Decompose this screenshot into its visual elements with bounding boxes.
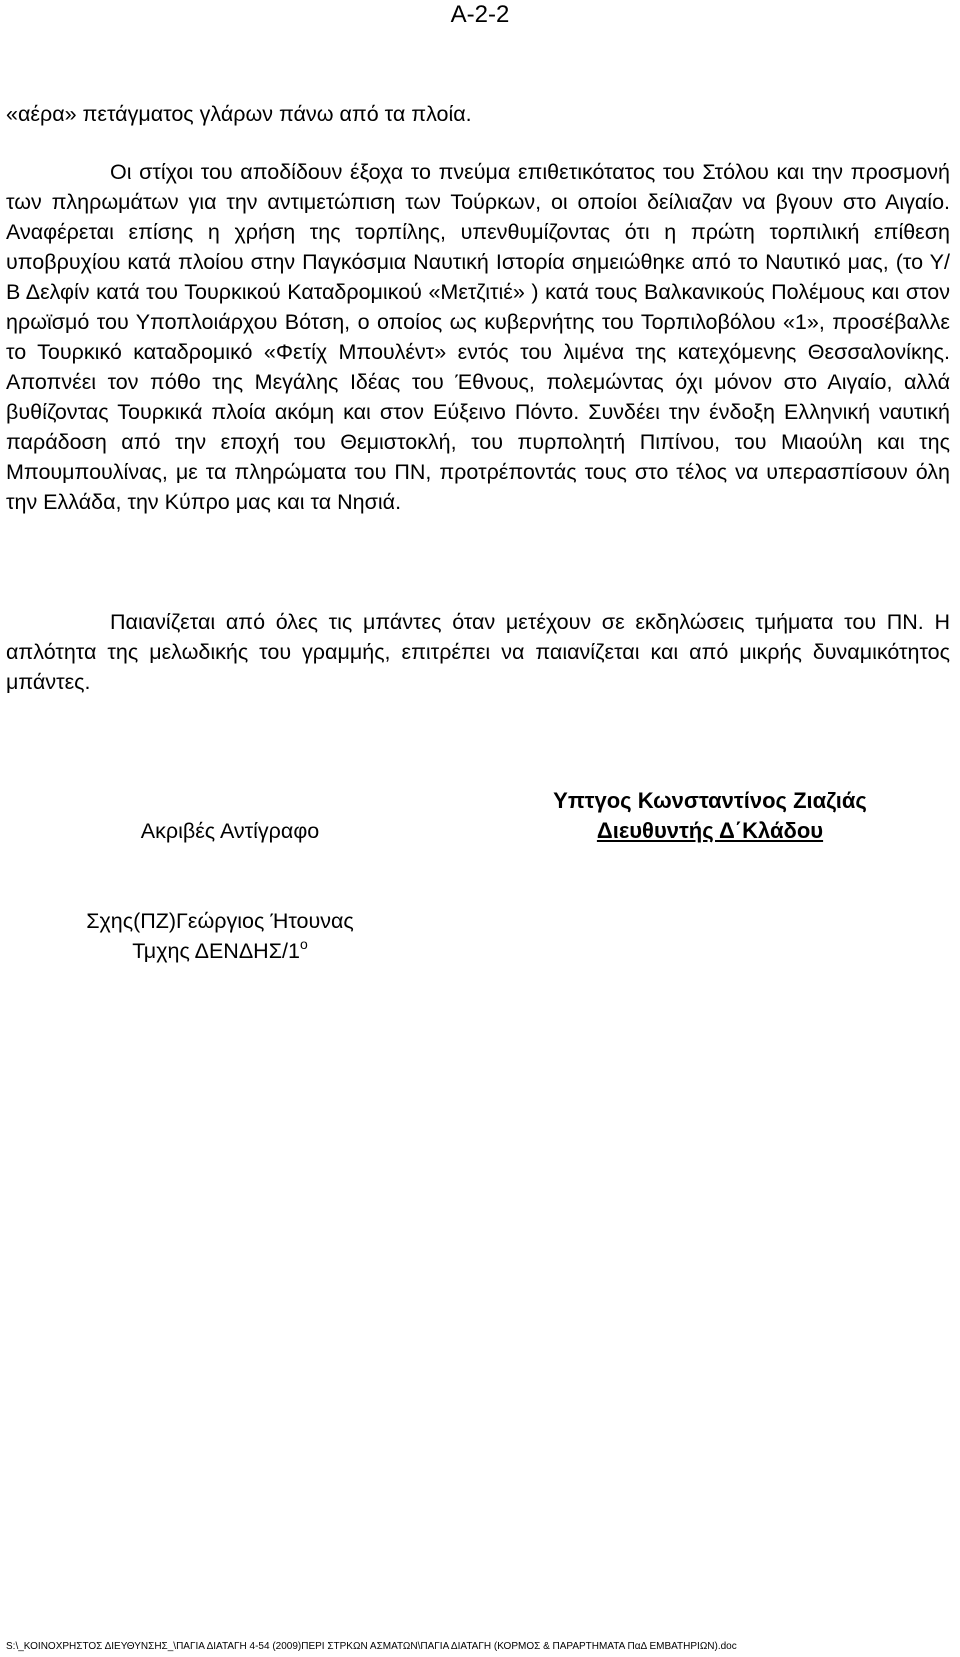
- issuer-unit-line: [40, 936, 400, 966]
- issuer-unit-superscript: ο: [299, 936, 308, 952]
- paragraph-performance: Παιανίζεται από όλες τις μπάντες όταν μετέχουν σε εκδηλώσεις τμήματα του ΠΝ. Η απλότητα της μελωδικής του γραμμής, επιτρέπει να παιανίζεται και από μικρής δυναμικότητος μπάντες.: [6, 610, 950, 694]
- certified-copy-label: Ακριβές Αντίγραφο: [140, 819, 320, 843]
- paragraph-continuation: «αέρα» πετάγματος γλάρων πάνω από τα πλοία.: [6, 102, 472, 126]
- signature-block: [510, 786, 910, 846]
- page-number: A-2-2: [450, 1, 510, 28]
- issuer-name: Σχης(ΠΖ)Γεώργιος Ήτουνας: [86, 909, 354, 933]
- signatory-name: Υπτγος Κωνσταντίνος Ζιαζιάς: [553, 788, 867, 813]
- issuer-block: [40, 906, 400, 966]
- issuer-unit: Τμχης ΔΕΝΔΗΣ/1: [132, 939, 300, 963]
- signatory-title: [510, 816, 910, 846]
- signatory-title-text: Διευθυντής Δ΄Κλάδου: [596, 818, 824, 843]
- file-path-footer: S:\_ΚΟΙΝΟΧΡΗΣΤΟΣ ΔΙΕΥΘΥΝΣΗΣ_\ΠΑΓΙΑ ΔΙΑΤΑΓΗ 4-54 (2009)ΠΕΡΙ ΣΤΡΚΩΝ ΑΣΜΑΤΩΝ\ΠΑΓΙΑ ΔΙΑΤΑΓΗ (ΚΟΡΜΟΣ & ΠΑΡΑΡΤΗΜΑΤΑ ΠαΔ ΕΜΒΑΤΗΡΙΩΝ).doc: [6, 1641, 737, 1652]
- paragraph-lyrics-description: Οι στίχοι του αποδίδουν έξοχα το πνεύμα επιθετικότατος του Στόλου και την προσμονή των πληρωμάτων για την αντιμετώπιση των Τούρκων, οι οποίοι δείλιαζαν να βγουν στο Αιγαίο. Αναφέρεται επίσης η χρήση της τορπίλης, υπενθυμίζοντας ότι η πρώτη τορπιλική επίθεση υποβρυχίου κατά πλοίου στην Παγκόσμια Ναυτική Ιστορία σημειώθηκε από το Ναυτικό μας, (το Υ/Β Δελφίν κατά του Τουρκικού Καταδρομικού «Μετζιτιέ» ) κατά τους Βαλκανικούς Πολέμους και στον ηρωϊσμό του Υποπλοιάρχου Βότση, ο οποίος ως κυβερνήτης του Τορπιλοβόλου «1», προσέβαλλε το Τουρκικό καταδρομικό «Φετίχ Μπουλέντ» εντός του λιμένα της κατεχόμενης Θεσσαλονίκης. Αποπνέει τον πόθο της Μεγάλης Ιδέας του Έθνους, πολεμώντας όχι μόνον στο Αιγαίο, αλλά βυθίζοντας Τουρκικά πλοία ακόμη και στον Εύξεινο Πόντο. Συνδέει την ένδοξη Ελληνική ναυτική παράδοση από την εποχή του Θεμιστοκλή, του πυρπολητή Πιπίνου, του Μιαούλη και της Μπουμπουλίνας, με τα πληρώματα του ΠΝ, προτρέποντάς τους στο τέλος να υπερασπίσουν όλη την Ελλάδα, την Κύπρο μας και τα Νησιά.: [6, 160, 950, 514]
